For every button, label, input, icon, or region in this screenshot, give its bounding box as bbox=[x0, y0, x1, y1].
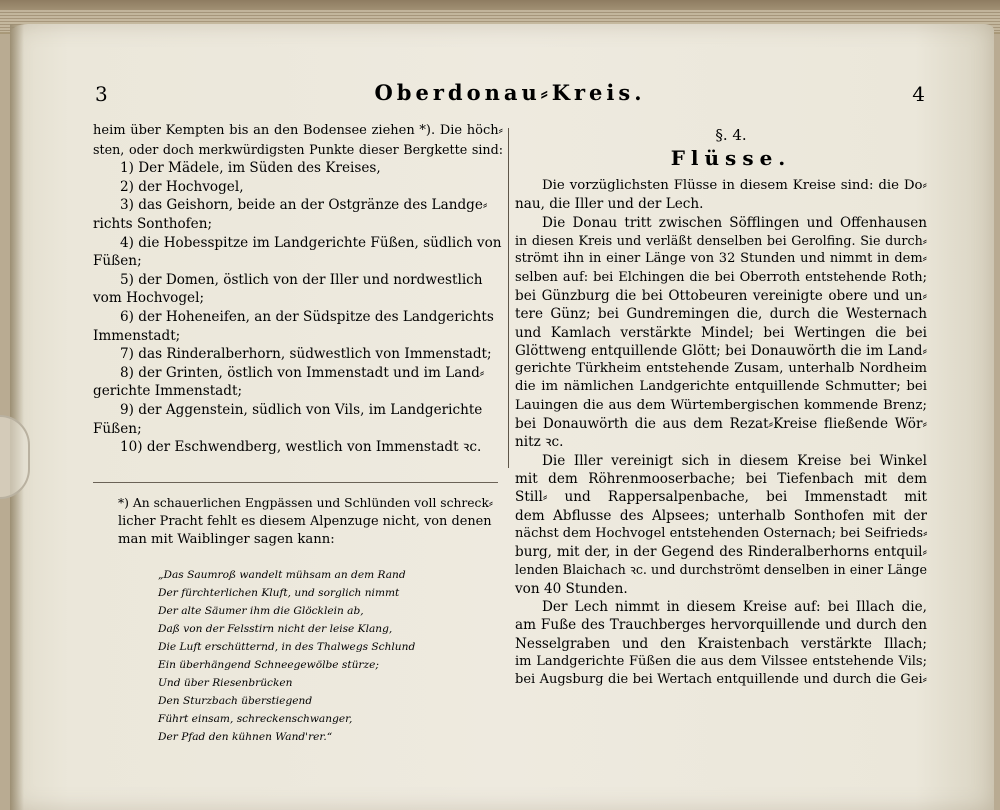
footnote-separator bbox=[93, 482, 498, 483]
list-item: 8) der Grinten, östlich von Immenstadt und im Land⸗ bbox=[120, 364, 485, 381]
text-line: gerichte Immenstadt; bbox=[93, 383, 243, 400]
text-line: bei Günzburg die bei Ottobeuren vereinigte obere und un⸗ bbox=[515, 287, 927, 304]
text-line: Nesselgraben und den Kraistenbach verstärkte Illach; bbox=[515, 635, 927, 652]
text-line: mit dem Röhrenmooserbache; bei Tiefenbach mit dem bbox=[515, 470, 927, 487]
text-line: Immenstadt; bbox=[93, 327, 181, 344]
text-line: lenden Blaichach ꝛc. und durchströmt denselben in einer Länge bbox=[515, 562, 927, 578]
running-title: Oberdonau⸗Kreis. bbox=[374, 80, 646, 105]
list-item: 3) das Geishorn, beide an der Ostgränze des Landge⸗ bbox=[120, 197, 488, 214]
text-line: im Landgerichte Füßen die aus dem Vilssee entstehende Vils; bbox=[515, 653, 927, 669]
page-number-right: 4 bbox=[912, 82, 925, 106]
text-line: richts Sonthofen; bbox=[93, 215, 213, 232]
section-number: §. 4. bbox=[715, 126, 747, 144]
poem-line: Der alte Säumer ihm die Glöcklein ab, bbox=[158, 605, 364, 617]
poem-line: Den Sturzbach überstiegend bbox=[158, 695, 313, 707]
page-number-left: 3 bbox=[95, 82, 108, 106]
list-item: 9) der Aggenstein, südlich von Vils, im Landgerichte bbox=[120, 401, 483, 418]
poem-line: Die Luft erschütternd, in des Thalwegs Schlund bbox=[158, 641, 416, 653]
text-line: nitz ꝛc. bbox=[515, 434, 564, 451]
footnote bbox=[118, 494, 498, 550]
list-item: 5) der Domen, östlich von der Iller und nordwestlich bbox=[120, 271, 483, 288]
text-line: selben auf: bei Elchingen die bei Oberroth entstehende Roth; bbox=[515, 269, 927, 285]
text-line: in diesen Kreis und verläßt denselben bei Gerolfing. Sie durch⸗ bbox=[515, 233, 927, 249]
text-line: Die vorzüglichsten Flüsse in diesem Kreise sind: die Do⸗ bbox=[542, 178, 927, 194]
poem-line: Ein überhängend Schneegewölbe stürze; bbox=[158, 659, 379, 671]
text-line: von 40 Stunden. bbox=[515, 580, 628, 597]
text-line: Lauingen die aus dem Würtembergischen kommende Brenz; bbox=[515, 397, 927, 413]
poem-line: Und über Riesenbrücken bbox=[158, 677, 293, 689]
footnote-poem bbox=[158, 566, 503, 746]
poem-line: Daß von der Felsstirn nicht der leise Klang, bbox=[158, 623, 393, 635]
left-column bbox=[93, 122, 503, 457]
running-header bbox=[95, 80, 925, 114]
footnote-line: man mit Waiblinger sagen kann: bbox=[118, 532, 335, 547]
text-line: dem Abflusse des Alpsees; unterhalb Sonthofen mit der bbox=[515, 507, 927, 524]
text-line: Füßen; bbox=[93, 253, 142, 270]
list-item: 2) der Hochvogel, bbox=[120, 178, 244, 195]
text-line: die im nämlichen Landgerichte entquillende Schmutter; bei bbox=[515, 379, 927, 395]
poem-line: „Das Saumroß wandelt mühsam an dem Rand bbox=[158, 569, 406, 581]
text-line: strömt ihn in einer Länge von 32 Stunden und nimmt in dem⸗ bbox=[515, 251, 927, 267]
text-line: Füßen; bbox=[93, 420, 142, 437]
text-line: bei Augsburg die bei Wertach entquillende und durch die Gei⸗ bbox=[515, 672, 927, 688]
text-line: Der Lech nimmt in diesem Kreise auf: bei Illach die, bbox=[542, 599, 927, 616]
poem-line: Führt einsam, schreckenschwanger, bbox=[158, 713, 353, 725]
list-item: 4) die Hobesspitze im Landgerichte Füßen, südlich von bbox=[120, 234, 502, 251]
text-line: bei Donauwörth die aus dem Rezat⸗Kreise fließende Wör⸗ bbox=[515, 416, 927, 433]
section-body bbox=[515, 177, 927, 689]
text-line: nau, die Iller und der Lech. bbox=[515, 196, 704, 213]
list-item: 1) Der Mädele, im Süden des Kreises, bbox=[120, 160, 381, 177]
text-line: am Fuße des Trauchberges hervorquillende und durch den bbox=[515, 617, 927, 634]
list-item: 7) das Rinderalberhorn, südwestlich von Immenstadt; bbox=[120, 346, 492, 363]
poem-line: Der Pfad den kühnen Wand'rer.“ bbox=[158, 731, 333, 743]
poem-line: Der fürchterlichen Kluft, und sorglich nimmt bbox=[158, 587, 400, 599]
section-title: Flüsse. bbox=[670, 145, 792, 170]
text-line: burg, mit der, in der Gegend des Rinderalberhorns entquil⸗ bbox=[515, 544, 927, 561]
list-item: 10) der Eschwendberg, westlich von Immenstadt ꝛc. bbox=[120, 439, 482, 456]
text-line: gerichte Türkheim entstehende Zusam, unterhalb Nordheim bbox=[515, 361, 927, 377]
footnote-line: *) An schauerlichen Engpässen und Schlünden voll schreck⸗ bbox=[118, 496, 493, 510]
text-line: Die Donau tritt zwischen Söfflingen und Offenhausen bbox=[542, 214, 927, 231]
text-line: tere Günz; bei Gundremingen die, durch die Westernach bbox=[515, 306, 927, 323]
text-line: Still⸗ und Rappersalpenbache, bei Immenstadt mit bbox=[515, 489, 927, 506]
text-line: Die Iller vereinigt sich in diesem Kreise bei Winkel bbox=[542, 452, 927, 469]
column-rule bbox=[508, 128, 509, 468]
right-column bbox=[515, 122, 927, 690]
footnote-line: licher Pracht fehlt es diesem Alpenzuge nicht, von denen bbox=[118, 513, 492, 529]
text-line: nächst dem Hochvogel entstehenden Osternach; bei Seifrieds⸗ bbox=[515, 525, 928, 541]
list-item: 6) der Hoheneifen, an der Südspitze des Landgerichts bbox=[120, 308, 494, 325]
text-line: vom Hochvogel; bbox=[93, 290, 205, 307]
text-line: sten, oder doch merkwürdigsten Punkte dieser Bergkette sind: bbox=[93, 141, 503, 157]
text-line: und Kamlach verstärkte Mindel; bei Wertingen die bei bbox=[515, 324, 927, 341]
text-line: Glöttweng entquillende Glött; bei Donauwörth die im Land⸗ bbox=[515, 342, 927, 359]
text-line: heim über Kempten bis an den Bodensee ziehen *). Die höch⸗ bbox=[93, 123, 503, 138]
